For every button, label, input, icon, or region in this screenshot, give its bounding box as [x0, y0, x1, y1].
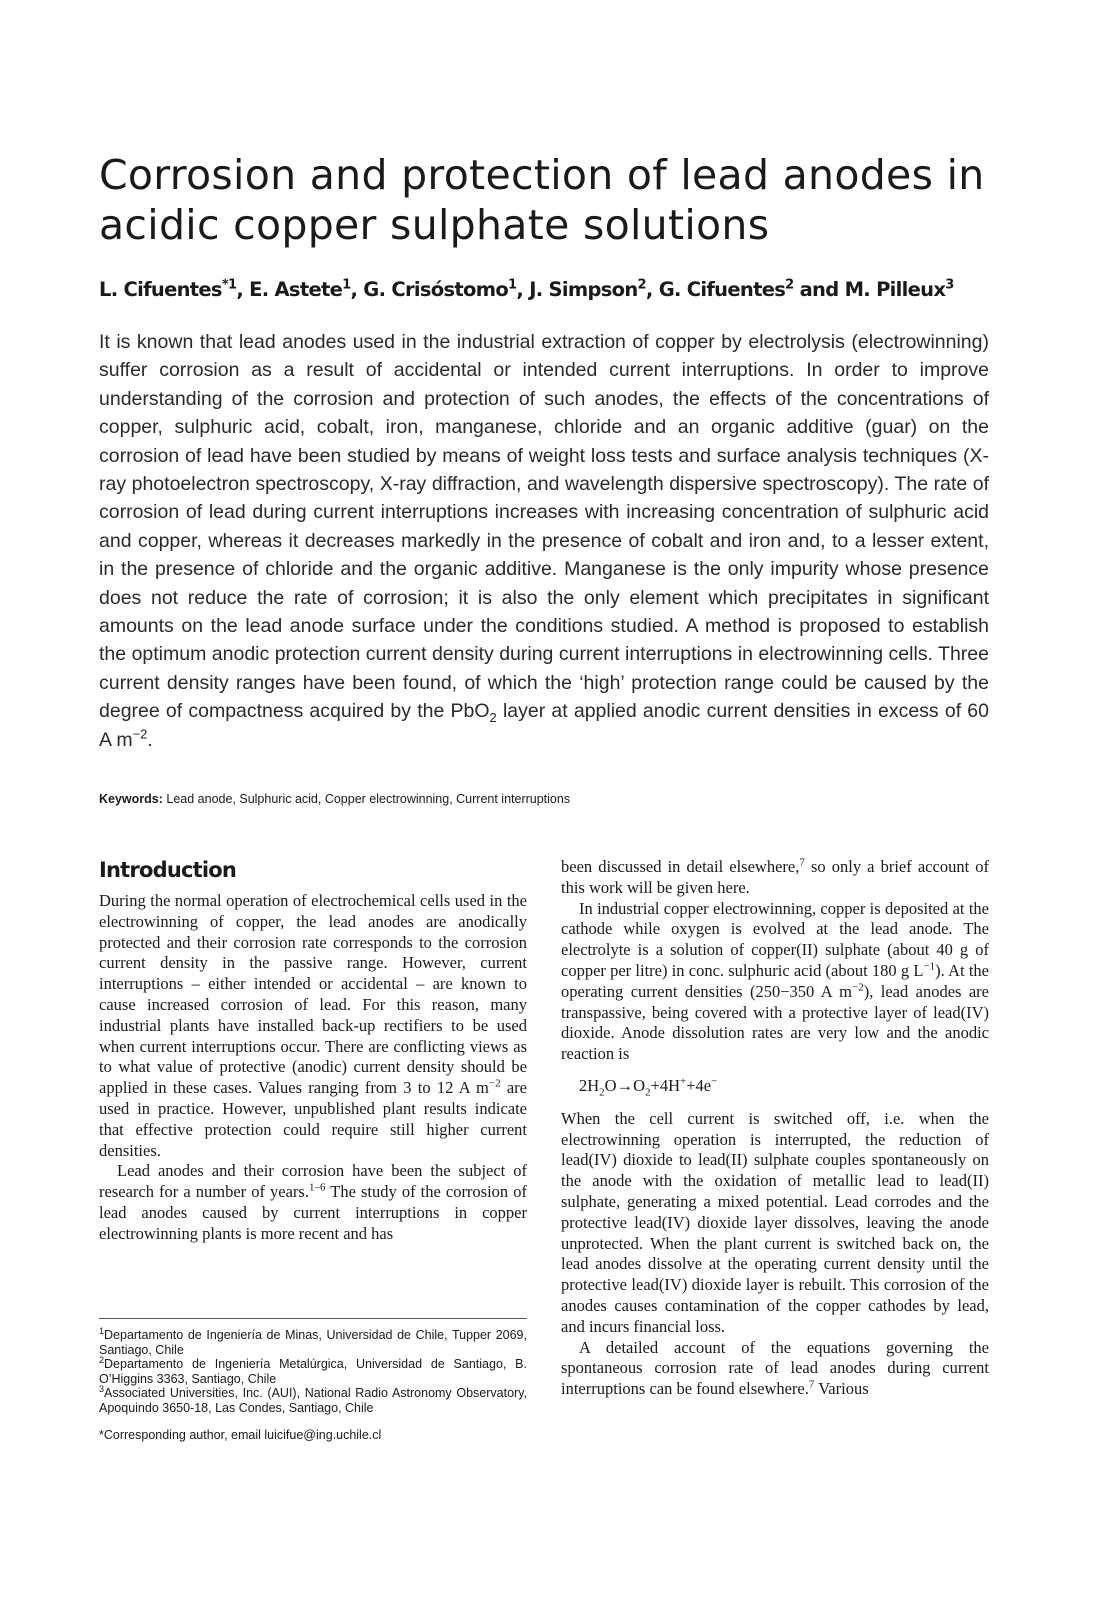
author: G. Cifuentes$^2$ and: [658, 277, 845, 301]
left-column: [99, 857, 527, 1245]
author-list: [99, 278, 999, 301]
keywords-label: Keywords:: [99, 792, 163, 806]
anodic-reaction-equation: $2H_2O\to O_2+4H^++4e^-$: [579, 1075, 718, 1099]
author: J. Simpson$^2$,: [529, 277, 659, 301]
affiliation-footnote: $^1$Departamento de Ingeniería de Minas, Universidad de Chile, Tupper 2069, Santiago, Chile: [99, 1325, 527, 1357]
author: L. Cifuentes$^{*1}$,: [99, 277, 250, 301]
body-paragraph-continued: been discussed in detail elsewhere,$^7$ so only a brief account of this work will be given here.: [561, 856, 990, 897]
body-paragraph-equations: A detailed account of the equations governing the spontaneous corrosion rate of lead anodes during current interruptions can be found elsewhere.$^7$ Various: [561, 1337, 989, 1399]
keywords-text: Lead anode, Sulphuric acid, Copper electrowinning, Current interruptions: [162, 792, 571, 806]
footnotes: [99, 1325, 527, 1442]
section-heading-introduction: Introduction: [99, 858, 237, 882]
intro-paragraph-2: Lead anodes and their corrosion have been the subject of research for a number of years.$^{1-6}$ The study of the corrosion of lead anodes caused by current interruptions in copper electrowinning plants is more recent and has: [99, 1161, 528, 1243]
body-paragraph-electrowinning: In industrial copper electrowinning, copper is deposited at the cathode while oxygen is evolved at the lead anode. The electrolyte is a solution of copper(II) sulphate (about 40 g of copper per litre) in conc. sulphuric acid (about 180 g $L^{-1}$). At the operating current densities (250−350 A $m^{-2}$), lead anodes are transpassive, being covered with a protective layer of lead(IV) dioxide. Anode dissolution rates are very low and the anodic reaction is: [561, 898, 989, 1064]
keywords: [99, 792, 989, 806]
paper-title: Corrosion and protection of lead anodes in acidic copper sulphate solutions: [99, 151, 985, 249]
body-paragraph-switch-off: When the cell current is switched off, i.e. when the electrowinning operation is interrupted, the reduction of lead(IV) dioxide to lead(II) sulphate couples spontaneously on the anode with the oxidation of metallic lead to lead(II) sulphate, generating a mixed potential. Lead corrodes and the protective lead(IV) dioxide layer dissolves, leaving the anode unprotected. When the plant current is switched back on, the lead anodes dissolve at the operating current density until the protective lead(IV) dioxide layer is rebuilt. This corrosion of the anodes causes contamination of the copper cathodes by lead, and incurs financial loss.: [561, 1108, 989, 1336]
abstract: It is known that lead anodes used in the industrial extraction of copper by electrolysis (electrowinning) suffer corrosion as a result of accidental or intended current interruptions. In order to improve understanding of the corrosion and protection of such anodes, the effects of the concentrations of copper, sulphuric acid, cobalt, iron, manganese, chloride and an organic additive (guar) on the corrosion of lead have been studied by means of weight loss tests and surface analysis techniques (X-ray photoelectron spectroscopy, X-ray diffraction, and wavelength dispersive spectroscopy). The rate of corrosion of lead during current interruptions increases with increasing concentration of sulphuric acid and copper, whereas it decreases markedly in the presence of cobalt and iron and, to a lesser extent, in the presence of chloride and the organic additive. Manganese is the only impurity whose presence does not reduce the rate of corrosion; it is also the only element which precipitates in significant amounts on the lead anode surface under the conditions studied. A method is proposed to establish the optimum anodic protection current density during current interruptions in electrowinning cells. Three current density ranges have been found, of which the ‘high’ protection range could be caused by the degree of compactness acquired by the PbO$_2$ layer at applied anodic current densities in excess of 60 A $m^{-2}$.: [99, 331, 989, 751]
right-column: [561, 857, 989, 1400]
author: M. Pilleux$^3$: [844, 277, 954, 301]
intro-paragraph-1: During the normal operation of electrochemical cells used in the electrowinning of copper, the lead anodes are anodically protected and their corrosion rate corresponds to the corrosion current density in the passive range. However, current interruptions – either intended or accidental – are known to cause increased corrosion of lead. For this reason, many industrial plants have installed back-up rectifiers to be used when current interruptions occur. There are conflicting views as to what value of protective (anodic) current density should be applied in these cases. Values ranging from 3 to 12 A $m^{-2}$ are used in practice. However, unpublished plant results indicate that effective protection could require still higher current densities.: [99, 891, 527, 1160]
affiliation-footnote: $^2$Departamento de Ingeniería Metalúrgica, Universidad de Santiago, B. O’Higgins 3363, Santiago, Chile: [99, 1355, 527, 1386]
affiliation-footnote: $^3$Associated Universities, Inc. (AUI), National Radio Astronomy Observatory, Apoquindo 3650-18, Las Condes, Santiago, Chile: [99, 1384, 527, 1415]
author: E. Astete$^1$,: [249, 277, 364, 301]
corresponding-author: *Corresponding author, email luicifue@ing.uchile.cl: [99, 1427, 382, 1442]
author: G. Crisóstomo$^1$,: [363, 277, 530, 301]
footnote-divider: [99, 1318, 527, 1319]
